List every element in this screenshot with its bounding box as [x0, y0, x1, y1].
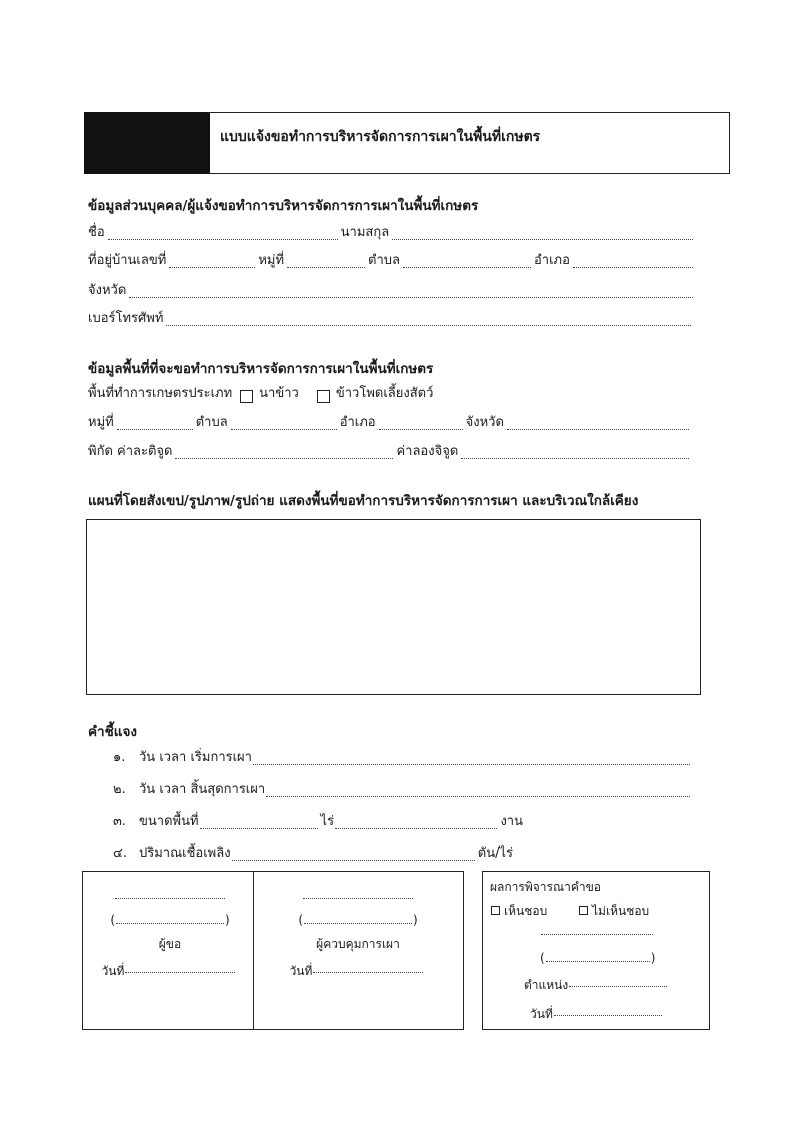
latitude-field[interactable] — [175, 446, 393, 459]
latitude-label: พิกัด ค่าละติจูด — [88, 444, 173, 459]
area-tambon-label: ตำบล — [195, 415, 228, 430]
phone-field[interactable] — [166, 313, 691, 326]
controller-date-field[interactable] — [313, 960, 423, 973]
corn-checkbox[interactable] — [317, 390, 330, 403]
rai-unit-label: ไร่ — [320, 814, 335, 829]
tambon-label: ตำบล — [368, 253, 400, 268]
controller-label: ผู้ควบคุมการเผา — [316, 937, 400, 951]
instructions-title: คำชี้แจง — [88, 724, 137, 740]
approver-name-field[interactable] — [546, 949, 650, 962]
area-amphoe-label: อำเภอ — [339, 415, 376, 430]
approver-name-parens: ( ) — [540, 951, 656, 965]
moo-field[interactable] — [287, 255, 365, 268]
area-rai-field[interactable] — [200, 816, 318, 829]
applicant-name-field[interactable] — [116, 911, 224, 924]
instruction-item-1 — [113, 749, 693, 767]
instruction-number: ๔. — [113, 846, 127, 861]
fuel-amount-field[interactable] — [232, 848, 475, 861]
instruction-label: ปริมาณเชื้อเพลิง — [139, 846, 231, 861]
approver-date-row: วันที่ — [530, 1003, 665, 1024]
instruction-label: วัน เวลา เริ่มการเผา — [139, 750, 252, 765]
burn-end-field[interactable] — [266, 784, 690, 797]
ngan-unit-label: งาน — [500, 814, 523, 829]
instruction-number: ๑. — [113, 750, 126, 765]
area-moo-field[interactable] — [117, 417, 193, 430]
longitude-field[interactable] — [461, 446, 689, 459]
area-tambon-field[interactable] — [231, 417, 337, 430]
instruction-label: วัน เวลา สิ้นสุดการเผา — [139, 782, 266, 797]
moo-label: หมู่ที่ — [258, 253, 285, 268]
area-moo-label: หมู่ที่ — [88, 415, 114, 430]
area-amphoe-field[interactable] — [379, 417, 463, 430]
personal-section-title: ข้อมูลส่วนบุคคล/ผู้แจ้งขอทำการบริหารจัดการการเผาในพื้นที่เกษตร — [88, 198, 479, 214]
approve-label: เห็นชอบ — [504, 904, 548, 918]
instruction-item-4 — [113, 845, 513, 863]
area-type-label: พื้นที่ทำการเกษตรประเภท — [88, 386, 233, 401]
longitude-label: ค่าลองจิจูด — [396, 444, 459, 459]
map-section-title: แผนที่โดยสังเขป/รูปภาพ/รูปถ่าย แสดงพื้นที่ขอทำการบริหารจัดการการเผา และบริเวณใกล้เคียง — [88, 493, 639, 509]
approver-position-row: ตำแหน่ง — [524, 974, 670, 995]
name-label: ชื่อ — [88, 225, 105, 240]
applicant-name-parens: ( ) — [110, 913, 230, 927]
amphoe-field[interactable] — [573, 255, 693, 268]
amphoe-label: อำเภอ — [534, 253, 570, 268]
instruction-label: ขนาดพื้นที่ — [139, 814, 199, 829]
rice-option-label: นาข้าว — [259, 386, 299, 401]
address-row — [88, 252, 696, 270]
applicant-label: ผู้ขอ — [158, 937, 182, 951]
burn-start-field[interactable] — [253, 752, 690, 765]
controller-name-parens: ( ) — [298, 913, 418, 927]
instruction-item-3 — [113, 813, 523, 831]
approver-date-field[interactable] — [554, 1003, 662, 1016]
instruction-number: ๓. — [113, 814, 127, 829]
coords-row — [88, 443, 692, 461]
province-label: จังหวัด — [88, 283, 127, 298]
result-title: ผลการพิจารณาคำขอ — [490, 880, 602, 894]
area-province-field[interactable] — [507, 417, 689, 430]
map-drawing-area[interactable] — [86, 519, 701, 695]
house-number-field[interactable] — [169, 255, 255, 268]
area-type-row — [88, 385, 608, 403]
name-field[interactable] — [108, 227, 338, 240]
controller-signature-line[interactable] — [303, 888, 413, 899]
approve-checkbox[interactable] — [491, 906, 500, 915]
approver-signature-line[interactable] — [541, 924, 653, 935]
applicant-date-row: วันที่ — [90, 960, 250, 981]
applicant-signature-line[interactable] — [115, 888, 225, 899]
instruction-item-2 — [113, 781, 693, 799]
area-province-label: จังหวัด — [465, 415, 504, 430]
area-location-row — [88, 414, 692, 432]
signature-divider — [253, 871, 254, 1030]
area-section-title: ข้อมูลพื้นที่ที่จะขอทำการบริหารจัดการการเผาในพื้นที่เกษตร — [88, 361, 434, 377]
fuel-unit-label: ตัน/ไร่ — [477, 846, 513, 861]
address-label: ที่อยู่บ้านเลขที่ — [88, 253, 167, 268]
header-black-block — [84, 112, 210, 174]
name-row — [88, 224, 696, 242]
instruction-number: ๒. — [113, 782, 126, 797]
applicant-signature-block — [90, 888, 250, 981]
controller-date-row: วันที่ — [278, 960, 438, 981]
reject-checkbox[interactable] — [579, 906, 588, 915]
rice-checkbox[interactable] — [240, 390, 253, 403]
applicant-date-field[interactable] — [125, 960, 235, 973]
corn-option-label: ข้าวโพดเลี้ยงสัตว์ — [335, 386, 434, 401]
phone-label: เบอร์โทรศัพท์ — [88, 311, 164, 326]
phone-row — [88, 310, 694, 328]
result-options — [491, 902, 649, 921]
province-row — [88, 282, 696, 300]
province-field[interactable] — [129, 285, 693, 298]
surname-label: นามสกุล — [340, 225, 390, 240]
approver-position-field[interactable] — [569, 974, 667, 987]
controller-signature-block — [278, 888, 438, 981]
reject-label: ไม่เห็นชอบ — [592, 904, 650, 918]
form-title: แบบแจ้งขอทำการบริหารจัดการการเผาในพื้นที่เกษตร — [220, 129, 541, 145]
surname-field[interactable] — [392, 227, 693, 240]
area-ngan-field[interactable] — [335, 816, 497, 829]
tambon-field[interactable] — [403, 255, 531, 268]
controller-name-field[interactable] — [304, 911, 412, 924]
